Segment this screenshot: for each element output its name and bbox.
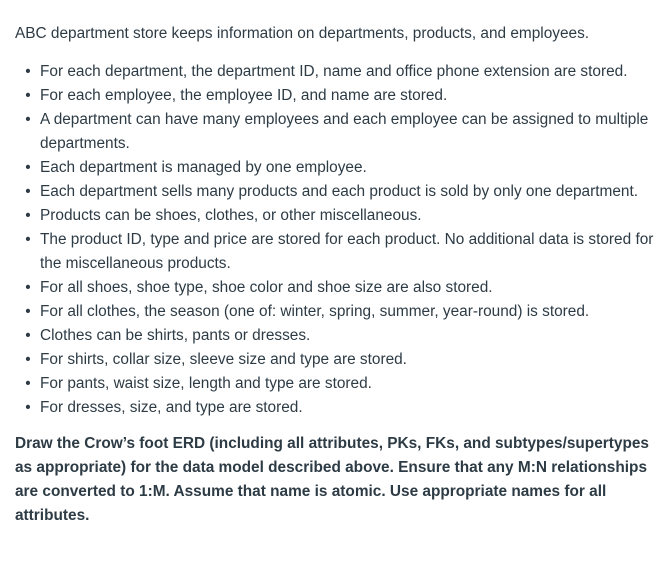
list-item-text: Clothes can be shirts, pants or dresses. (40, 327, 311, 344)
list-item (15, 348, 665, 372)
bullet-icon: • (25, 183, 31, 200)
list-item (15, 108, 665, 156)
list-item-text: The product ID, type and price are stored for each product. No additional data is stored for the miscellaneous products. (40, 231, 654, 272)
list-item-text: For all shoes, shoe type, shoe color and shoe size are also stored. (40, 279, 493, 296)
bullet-icon: • (25, 159, 31, 176)
question-content (15, 22, 665, 528)
list-item-text: For dresses, size, and type are stored. (40, 399, 303, 416)
list-item (15, 156, 665, 180)
list-item-text: A department can have many employees and each employee can be assigned to multiple departments. (40, 111, 649, 152)
task-instructions: Draw the Crow’s foot ERD (including all attributes, PKs, FKs, and subtypes/supertypes as appropriate) for the data model described above. Ensure that any M:N relationships are converted to 1:M. Assume that name is atomic. Use appropriate names for all attributes. (15, 435, 649, 524)
list-item-text: For shirts, collar size, sleeve size and type are stored. (40, 351, 407, 368)
bullet-icon: • (25, 375, 31, 392)
list-item-text: Each department is managed by one employee. (40, 159, 367, 176)
list-item (15, 204, 665, 228)
bullet-icon: • (25, 207, 31, 224)
intro-paragraph: ABC department store keeps information on departments, products, and employees. (15, 25, 590, 42)
bullet-icon: • (25, 351, 31, 368)
bullet-icon: • (25, 303, 31, 320)
list-item-text: Products can be shoes, clothes, or other miscellaneous. (40, 207, 422, 224)
list-item (15, 228, 665, 276)
bullet-icon: • (25, 63, 31, 80)
list-item-text: For all clothes, the season (one of: winter, spring, summer, year-round) is stored. (40, 303, 590, 320)
requirements-list (15, 60, 665, 420)
list-item (15, 300, 665, 324)
list-item (15, 180, 665, 204)
list-item (15, 324, 665, 348)
bullet-icon: • (25, 399, 31, 416)
list-item-text: For each employee, the employee ID, and name are stored. (40, 87, 448, 104)
bullet-icon: • (25, 111, 31, 128)
bullet-icon: • (25, 279, 31, 296)
list-item-text: For pants, waist size, length and type are stored. (40, 375, 372, 392)
list-item (15, 396, 665, 420)
bullet-icon: • (25, 231, 31, 248)
list-item (15, 84, 665, 108)
bullet-icon: • (25, 327, 31, 344)
list-item-text: Each department sells many products and each product is sold by only one department. (40, 183, 639, 200)
bullet-icon: • (25, 87, 31, 104)
list-item (15, 372, 665, 396)
list-item (15, 60, 665, 84)
list-item (15, 276, 665, 300)
list-item-text: For each department, the department ID, name and office phone extension are stored. (40, 63, 628, 80)
